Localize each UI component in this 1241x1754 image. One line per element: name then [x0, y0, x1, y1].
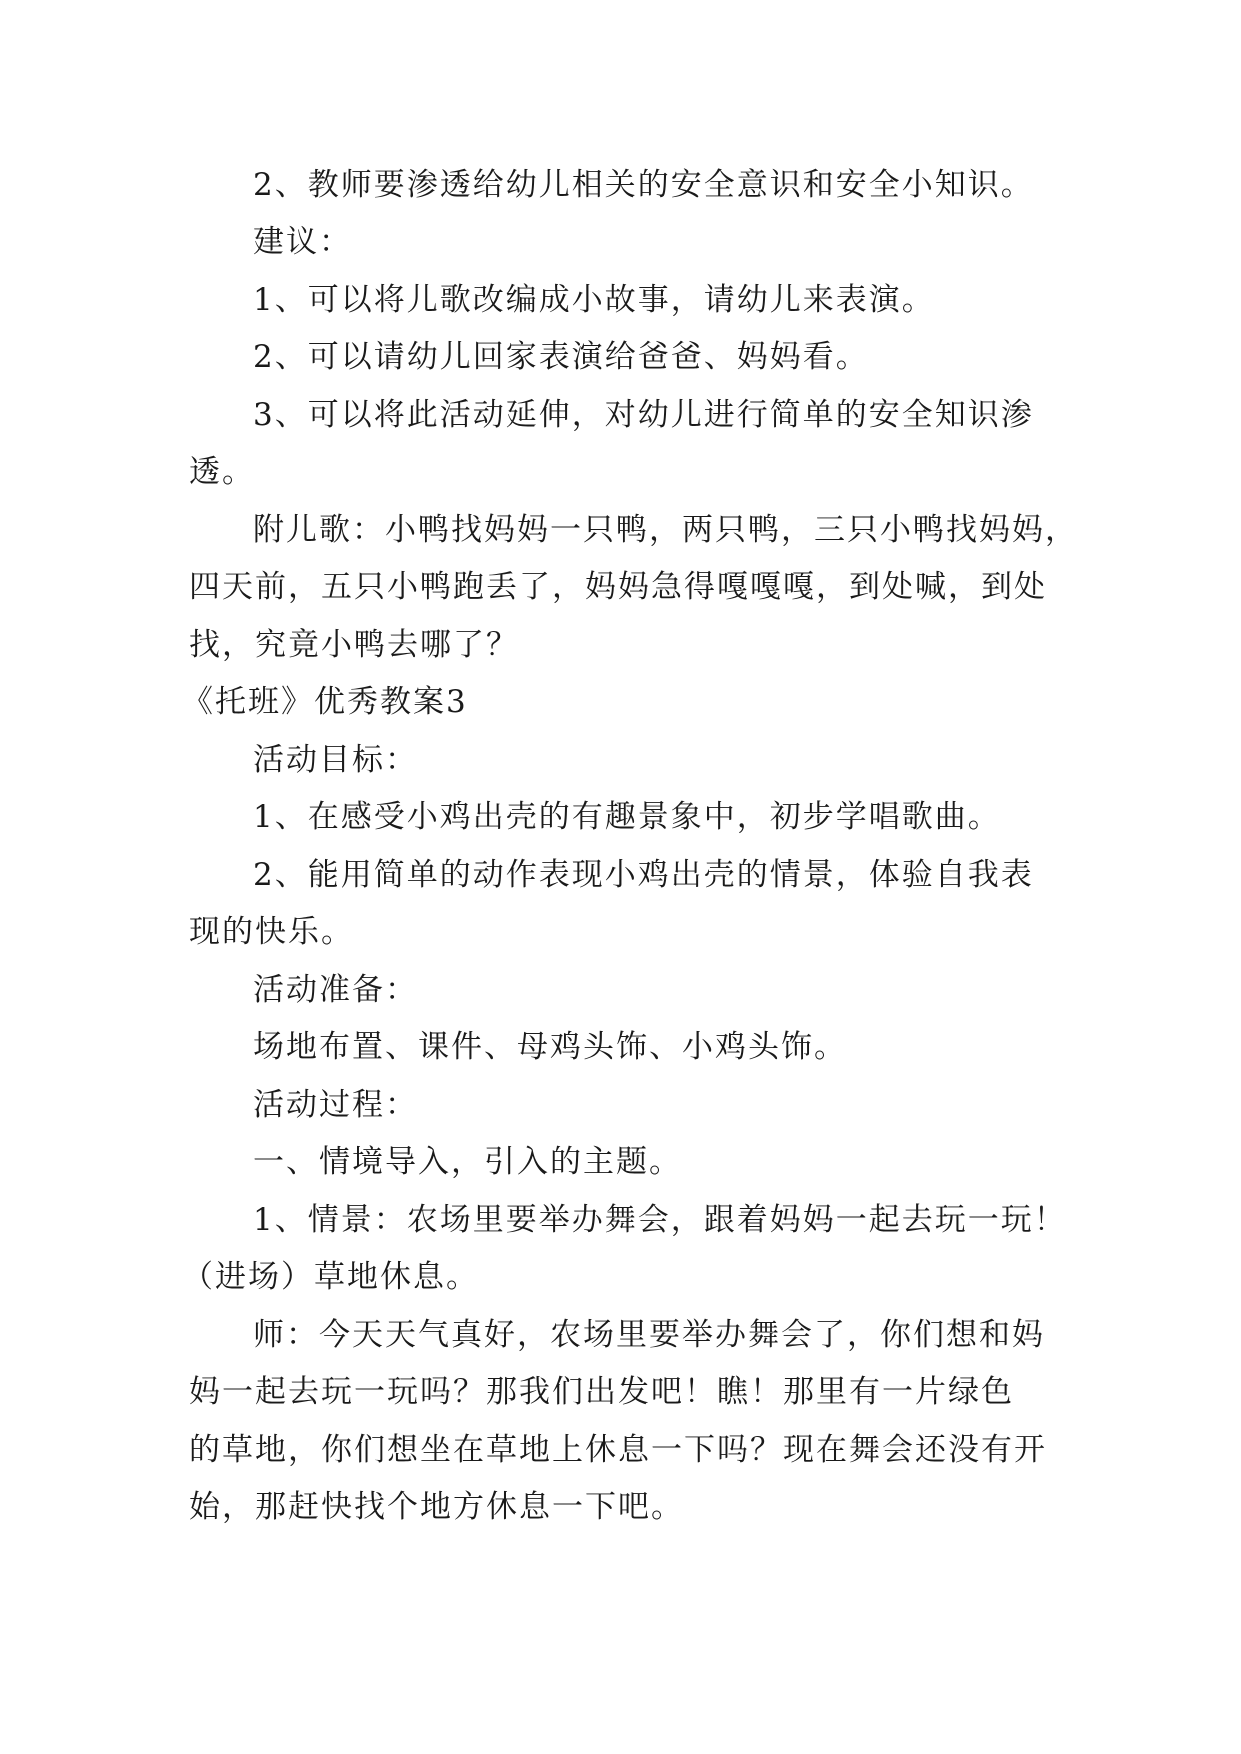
text-line: 活动过程： — [253, 1087, 418, 1123]
text-line: 1、在感受小鸡出壳的有趣景象中，初步学唱歌曲。 — [253, 799, 1001, 835]
text-line: 的草地，你们想坐在草地上休息一下吗？现在舞会还没有开 — [189, 1432, 1047, 1468]
text-line: 活动准备： — [253, 972, 418, 1008]
text-line: 场地布置、课件、母鸡头饰、小鸡头饰。 — [253, 1029, 847, 1065]
text-line: 始，那赶快找个地方休息一下吧。 — [189, 1489, 684, 1525]
text-line: 2、可以请幼儿回家表演给爸爸、妈妈看。 — [253, 339, 869, 375]
text-line: 2、教师要渗透给幼儿相关的安全意识和安全小知识。 — [253, 167, 1034, 203]
text-line: 妈一起去玩一玩吗？那我们出发吧！瞧！那里有一片绿色 — [189, 1374, 1014, 1410]
text-line: 找，究竟小鸭去哪了？ — [189, 627, 519, 663]
section-heading: 《托班》优秀教案3 — [182, 684, 468, 720]
text-line: （进场）草地休息。 — [182, 1259, 479, 1295]
text-line: 建议： — [253, 224, 352, 260]
text-line: 附儿歌：小鸭找妈妈一只鸭，两只鸭，三只小鸭找妈妈， — [253, 512, 1078, 548]
text-line: 透。 — [189, 454, 255, 490]
text-line: 3、可以将此活动延伸，对幼儿进行简单的安全知识渗 — [253, 397, 1034, 433]
text-line: 1、可以将儿歌改编成小故事，请幼儿来表演。 — [253, 282, 935, 318]
text-line: 1、情景：农场里要举办舞会，跟着妈妈一起去玩一玩！ — [253, 1202, 1067, 1238]
text-line: 2、能用简单的动作表现小鸡出壳的情景，体验自我表 — [253, 857, 1034, 893]
text-line: 活动目标： — [253, 742, 418, 778]
text-line: 现的快乐。 — [189, 914, 354, 950]
text-line: 四天前，五只小鸭跑丢了，妈妈急得嘎嘎嘎，到处喊，到处 — [189, 569, 1047, 605]
text-line: 师：今天天气真好，农场里要举办舞会了，你们想和妈 — [253, 1317, 1045, 1353]
text-line: 一、情境导入，引入的主题。 — [253, 1144, 682, 1180]
